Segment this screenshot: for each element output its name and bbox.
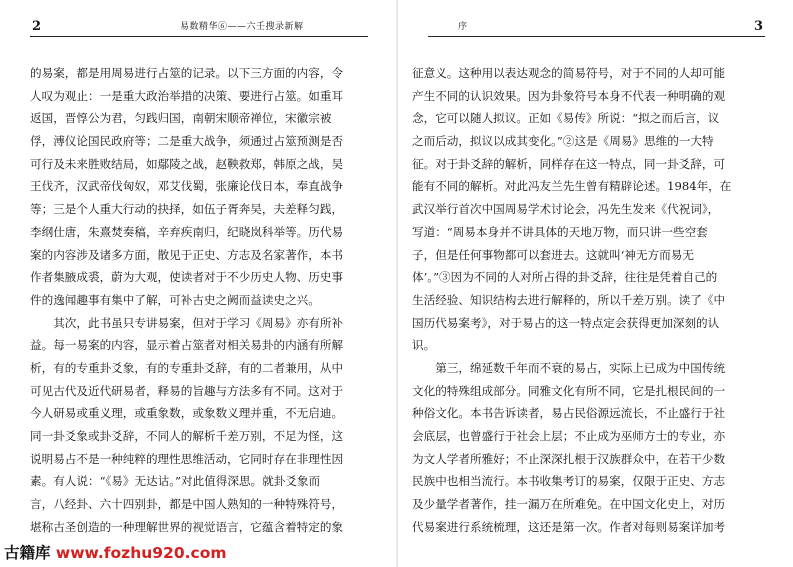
text-line: 为文人学者所雅好；不止深深扎根于汉族群众中，在若干少数 xyxy=(412,451,726,466)
text-line: 堪称古圣创造的一种理解世界的视觉语言，它蕴含着特定的象 xyxy=(30,519,344,534)
text-line: 可行及未来胜败结局，如鄢陵之战，赵鞅救郑，韩原之战，吴 xyxy=(30,156,344,171)
text-line: 件的逸闻趣事有集中了解，可补古史之阙而益读史之兴。 xyxy=(30,292,320,307)
text-line: 生活经验、知识结构去进行解释的，所以千差万别。读了《中 xyxy=(412,292,726,307)
text-line: 文化的特殊组成部分。同雅文化有所不同，它是扎根民间的一 xyxy=(412,383,726,398)
left-page-header xyxy=(30,20,368,37)
text-line: 及少量学者著作，挂一漏万在所难免。在中国文化史上，对历 xyxy=(412,497,726,512)
text-line: 武汉举行首次中国周易学术讨论会，冯先生发来《代祝词》， xyxy=(412,202,720,217)
left-running-head: 易数精华⑥——六壬搜录新解 xyxy=(180,22,304,32)
text-line: 今人研易或重义理，或重象数，或象数义理并重，不无启迪。 xyxy=(30,406,344,421)
text-line: 之而后动，拟议以成其变化。”②这是《周易》思维的一大特 xyxy=(412,134,714,149)
text-line: 同一卦爻象或卦爻辞，不同人的解析千差万别，不足为怪，这 xyxy=(30,429,344,443)
text-line: 析，有的专重卦爻象，有的专重卦爻辞，有的二者兼用，从中 xyxy=(30,360,344,375)
text-line: 李纲仕唐，朱熹焚奏稿，辛弃疾南归，纪晓岚科举等。历代易 xyxy=(30,224,344,239)
text-line: 俘，溥仪论国民政府等；二是重大战争，须通过占筮预测是否 xyxy=(30,134,344,149)
text-line: 写道：“周易本身并不讲具体的天地万物，而只讲一些空套 xyxy=(412,224,708,239)
text-line: 征。对于卦爻辞的解析，同样存在这一特点，同一卦爻辞，可 xyxy=(412,156,726,171)
right-page-number: 3 xyxy=(753,19,763,34)
right-running-head: 序 xyxy=(458,22,468,32)
text-line: 案的内容涉及诸多方面，散见于正史、方志及名家著作，本书 xyxy=(30,247,344,262)
watermark-site-name: 古籍库 xyxy=(4,544,51,562)
text-line: 国历代易案考》，对于易占的这一特点定会获得更加深刻的认 xyxy=(412,315,720,330)
text-line: 的易案，都是用周易进行占筮的记录。以下三方面的内容，令 xyxy=(30,66,344,80)
text-line: 王伐齐，汉武帝伐匈奴，邓艾伐蜀，张廉论伐日本，奉直战争 xyxy=(30,179,344,194)
text-line: 作者集腋成裘，蔚为大观，使读者对于不少历史人物、历史事 xyxy=(30,270,344,285)
left-page-number: 2 xyxy=(32,19,42,34)
left-page xyxy=(0,0,396,567)
text-line: 益。每一易案的内容，显示着占筮者对相关易卦的内涵有所解 xyxy=(30,338,344,353)
text-line: 识。 xyxy=(412,338,436,353)
text-line: 民族中也相当流行。本书收集考订的易案，仅限于正史、方志 xyxy=(412,474,726,489)
right-page xyxy=(398,0,793,567)
text-line: 能有不同的解析。对此冯友兰先生曾有精辟论述。1984年，在 xyxy=(412,179,732,194)
text-line: 会底层，也曾盛行于社会上层；不止成为巫师方士的专业，亦 xyxy=(412,429,726,443)
text-line: 子，但是任何事物都可以套进去。这就叫‘神无方而易无 xyxy=(412,247,694,262)
right-page-body xyxy=(412,62,767,538)
text-line: 返国，晋惇公为君，匀践归国，南朝宋顺帝禅位，宋徽宗被 xyxy=(30,111,332,126)
text-line: 代易案进行系统梳理，这还是第一次。作者对每则易案详加考 xyxy=(412,519,726,534)
text-line: 念，它可以随人拟议。正如《易传》所说：“拟之而后言，议 xyxy=(412,111,720,126)
watermark xyxy=(4,543,227,563)
text-line: 其次，此书虽只专讲易案，但对于学习《周易》亦有所补 xyxy=(30,315,344,330)
left-page-body xyxy=(30,62,370,538)
text-line: 说明易占不是一种纯粹的理性思维活动，它同时存在非理性因 xyxy=(30,451,344,466)
right-page-header xyxy=(428,20,765,37)
text-line: 第三，绵延数千年而不衰的易占，实际上已成为中国传统 xyxy=(412,360,726,375)
watermark-url: www.fozhu920.com xyxy=(55,544,227,562)
text-line: 征意义。这种用以表达观念的简易符号，对于不同的人却可能 xyxy=(412,66,726,80)
text-line: 素。有人说：“《易》无达诂。”对此值得深思。就卦爻象而 xyxy=(30,474,321,489)
text-line: 人叹为观止：一是重大政治举措的决策、要进行占筮。如重耳 xyxy=(30,88,344,103)
text-line: 种俗文化。本书告诉读者，易占民俗源远流长，不止盛行于社 xyxy=(412,406,726,421)
text-line: 产生不同的认识效果。因为卦象符号本身不代表一种明确的观 xyxy=(412,88,726,103)
text-line: 言，八经卦、六十四别卦，都是中国人熟知的一种特殊符号， xyxy=(30,497,344,512)
text-line: 等；三是个人重大行动的抉择，如伍子胥奔吴，夫差释匀践， xyxy=(30,202,344,217)
text-line: 体’。”③因为不同的人对所占得的卦爻辞，往往是凭着自己的 xyxy=(412,270,718,285)
text-line: 可见古代及近代研易者，释易的旨趣与方法多有不同。这对于 xyxy=(30,383,344,398)
